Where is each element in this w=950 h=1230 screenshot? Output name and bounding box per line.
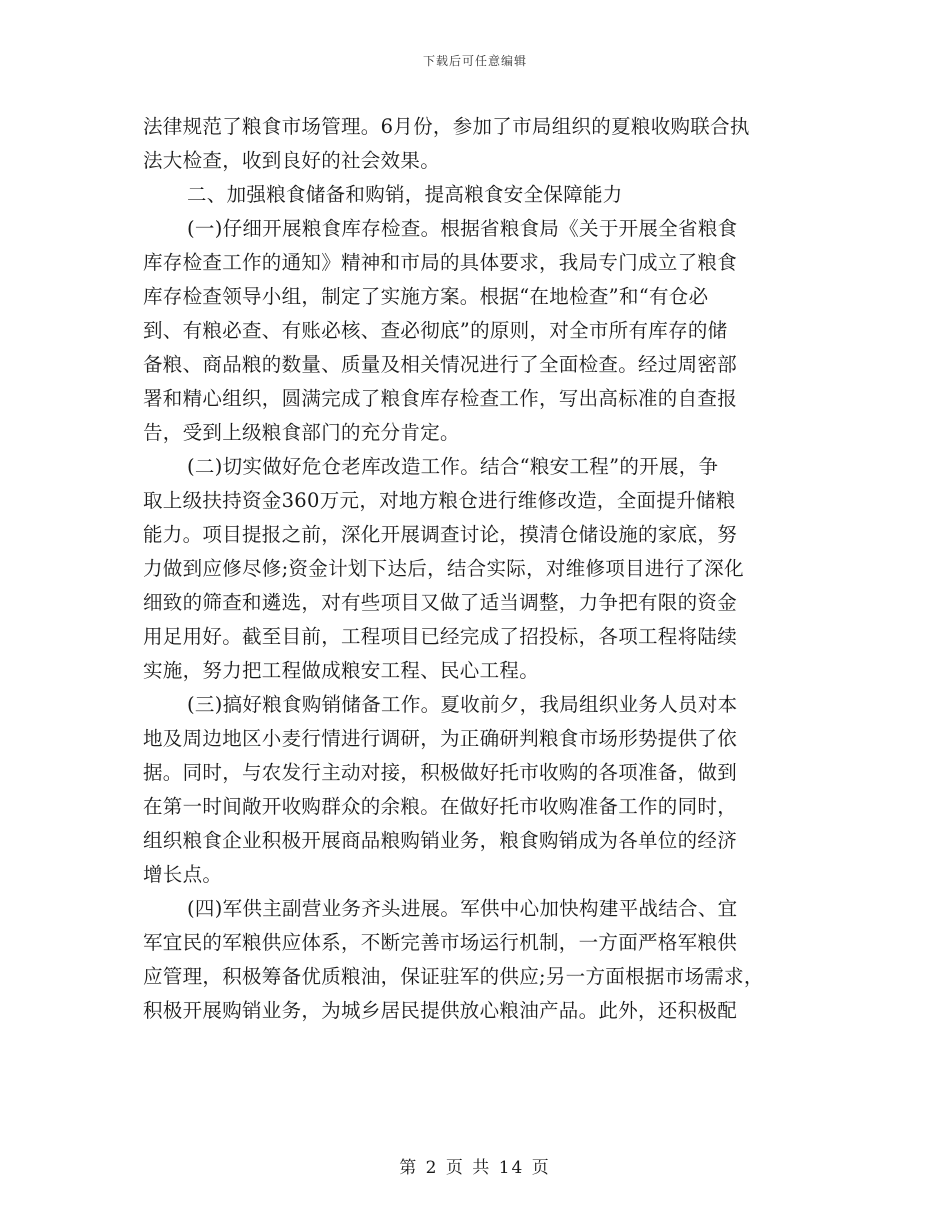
text-line: 库存检查工作的通知》精神和市局的具体要求，我局专门成立了粮食 bbox=[143, 251, 738, 274]
text-line: 地及周边地区小麦行情进行调研，为正确研判粮食市场形势提供了依 bbox=[143, 727, 738, 750]
paragraph-first-line: (三)搞好粮食购销储备工作。夏收前夕，我局组织业务人员对本 bbox=[187, 693, 738, 716]
text-line: 用足用好。截至目前，工程项目已经完成了招投标，各项工程将陆续 bbox=[143, 625, 738, 648]
text-line: 据。同时，与农发行主动对接，积极做好托市收购的各项准备，做到 bbox=[143, 761, 738, 784]
text-line: 组织粮食企业积极开展商品粮购销业务，粮食购销成为各单位的经济 bbox=[143, 829, 738, 852]
text-line: 法大检查，收到良好的社会效果。 bbox=[143, 149, 441, 172]
page-number-footer: 第 2 页 共 14 页 bbox=[399, 1158, 551, 1178]
text-line: 能力。项目提报之前，深化开展调查讨论，摸清仓储设施的家底，努 bbox=[143, 523, 738, 546]
document-body bbox=[143, 110, 809, 1028]
text-line: 取上级扶持资金360万元，对地方粮仓进行维修改造，全面提升储粮 bbox=[143, 489, 736, 512]
text-line: 力做到应修尽修;资金计划下达后，结合实际，对维修项目进行了深化 bbox=[143, 557, 744, 580]
text-line: 到、有粮必查、有账必核、查必彻底”的原则，对全市所有库存的储 bbox=[143, 319, 728, 342]
text-line: 署和精心组织，圆满完成了粮食库存检查工作，写出高标准的自查报 bbox=[143, 387, 738, 410]
text-line: 告，受到上级粮食部门的充分肯定。 bbox=[143, 421, 460, 444]
text-line: 积极开展购销业务，为城乡居民提供放心粮油产品。此外，还积极配 bbox=[143, 999, 738, 1022]
text-line: 法律规范了粮食市场管理。6月份，参加了市局组织的夏粮收购联合执 bbox=[143, 115, 750, 138]
page-header: 下载后可任意编辑 bbox=[422, 54, 527, 68]
paragraph-first-line: (四)军供主副营业务齐头进展。军供中心加快构建平战结合、宜 bbox=[187, 897, 738, 920]
text-line: 实施，努力把工程做成粮安工程、民心工程。 bbox=[143, 659, 540, 682]
text-line: 细致的筛查和遴选，对有些项目又做了适当调整，力争把有限的资金 bbox=[143, 591, 738, 614]
paragraph-first-line: 二、加强粮食储备和购销，提高粮食安全保障能力 bbox=[187, 183, 623, 206]
text-line: 军宜民的军粮供应体系，不断完善市场运行机制，一方面严格军粮供 bbox=[143, 931, 738, 954]
text-line: 应管理，积极筹备优质粮油，保证驻军的供应;另一方面根据市场需求， bbox=[143, 965, 764, 988]
text-line: 库存检查领导小组，制定了实施方案。根据“在地检查”和“有仓必 bbox=[143, 285, 709, 308]
paragraph-first-line: (二)切实做好危仓老库改造工作。结合“粮安工程”的开展，争 bbox=[187, 455, 719, 478]
text-line: 增长点。 bbox=[143, 863, 223, 886]
text-line: 备粮、商品粮的数量、质量及相关情况进行了全面检查。经过周密部 bbox=[143, 353, 738, 376]
text-line: 在第一时间敞开收购群众的余粮。在做好托市收购准备工作的同时， bbox=[143, 795, 738, 818]
paragraph-first-line: (一)仔细开展粮食库存检查。根据省粮食局《关于开展全省粮食 bbox=[187, 217, 738, 240]
